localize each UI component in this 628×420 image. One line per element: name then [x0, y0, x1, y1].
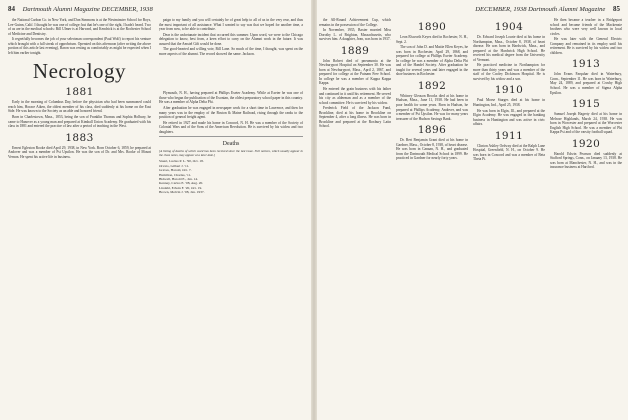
obituary-paragraph: He retired in 1927 and made his home in Concord, N. H. He was a member of the Society of Colonial Wars and of the Sons of the American Revolution. He is survived by his widow and two daughters. — [159, 120, 303, 134]
obituary-paragraph: Leon Elsworth Keyes died in Rochester, N. H., Sept. 2. — [396, 35, 468, 44]
class-year-heading: 1915 — [571, 98, 601, 111]
left-running-title: Dartmouth Alumni Magazine DECEMBER, 1938 — [22, 6, 153, 13]
death-entry: Graves, Harold, Oct. 7. — [159, 168, 192, 173]
left-page-number: 84 — [8, 5, 15, 13]
obituary-paragraph: Plymouth, N. H., having prepared at Phillips Exeter Academy. While at Exeter he was one of those who began the publication of the Exonian, the oldest preparatory school paper in this country. He was a member of Alpha Delta Phi. — [159, 91, 303, 105]
death-entry: Brown, Melvin J. '08, Jan. 1937. — [159, 190, 205, 195]
obituary-paragraph: Early in the morning of Columbus Day, before the physician who had been summoned could reach him, Horace Aiken, the oldest member of his class, died suddenly at his home on the East Side. He was known to the Society as an able and honored friend. — [8, 100, 151, 114]
obituary-paragraph: He then became a teacher in a Bridgeport school and became friends of the Mackenzie brothers who were very well known in local circles. — [550, 18, 622, 36]
death-entry: Kenney, Carlos E. '08, Aug. 20. — [159, 181, 204, 186]
obituary-paragraph: He practiced medicine in Northampton for more than thirty years and was a member of the staff of the Cooley Dickinson Hospital. He is survived by his widow and a son. — [473, 63, 545, 81]
obituary-paragraph: John Robert died of pneumonia at the Newburyport Hospital on September 30. He was born at Newburyport, Mass., April 2, 1867, and prepared for college at the Putnam Free School. In college he was a member of Kappa Kappa Kappa. — [319, 58, 391, 86]
obituary-paragraph: Clinton Ashley Ordway died at the Ralph Lane Hospital, Greenfield, N. H., on October 9. He was born in Concord and was a member of Beta Theta Pi. — [473, 143, 545, 162]
class-year-heading: 1890 — [417, 21, 447, 33]
obituary-paragraph: Dear is the unfortunate incident that occurred this summer. Upon word, we were to the Chicago delegation to know, best from, a keen effort to carry on the Alumni work in the future. It was assured that the Amstel Gift would be done. — [159, 32, 303, 46]
obituary-paragraph: He was later with the General Electric Company and remained in its employ until his retirement. He is survived by his widow and two children. — [550, 37, 622, 55]
obituary-paragraph: After graduation he was engaged in newspaper work for a short time in Lawrence, and then for many years was in the employ of the Boston & Maine Railroad, rising through the ranks to the position of general freight agent. — [159, 106, 303, 120]
column-right-4 — [550, 18, 622, 416]
death-entry: Hamilton, Charles, '11. — [159, 172, 192, 177]
obituary-paragraph: Harold Edwin Pearson died suddenly at Stafford Springs, Conn., on January 13, 1938. He was born at Manchester, N. H., and was in the insurance business at Hartford. — [550, 151, 622, 170]
right-running-head — [325, 5, 620, 15]
deaths-box — [159, 140, 303, 194]
obituary-paragraph: Whitney Gleason Brooks died at his home in Hudson, Mass., June 11, 1938. He had been in poor health for some years. Born in Hudson, he prepared at Phillips Academy, Andover, and was a member of Psi Upsilon. He was for many years treasurer of the Hudson Savings Bank. — [396, 93, 468, 121]
right-page-number: 85 — [613, 5, 620, 13]
class-year-heading: 1889 — [340, 44, 370, 57]
left-running-head — [8, 5, 303, 15]
obituary-paragraph: In November, 1935, Baxter married Miss Dorothy L. of Brighton, Massachusetts, who survives him. A daughter, Jean, was born in 1937. — [319, 28, 391, 42]
death-entry: Bidwell, Harold E., Jan. 14. — [159, 176, 198, 181]
class-year-heading: 1920 — [571, 137, 601, 150]
column-right-3 — [473, 18, 545, 416]
deaths-title: Deaths — [222, 141, 240, 148]
right-running-title: DECEMBER, 1938 Dartmouth Alumni Magazine — [475, 6, 606, 13]
class-year-heading: 1910 — [494, 84, 524, 97]
class-year-heading: 1881 — [65, 86, 94, 99]
obituary-paragraph: Samuel Joseph Hagerty died at his home in Melrose Highlands, March 24, 1938. He was born in Worcester and prepared at the Worcester English High School. He was a member of Phi Kappa Psi and of the varsity football squad. — [550, 112, 622, 135]
obituary-paragraph: Dr. Edward Joseph Lourie died at his home in Northampton, Mass., October 8, 1938, of heart disease. He was born in Hardwick, Mass., and prepared at the Hardwick High School. He received his medical degree from the University of Vermont. — [473, 35, 545, 62]
obituary-paragraph: It regretfully becomes the job of your selectman correspondent (Paul Wolf) to report his venture which brought with a full streak of opprobrium. Operated on this afternoon (after writing the above portion of this article last evening), Baron was resting as comfortably as might be expected when I left him earlier tonight. — [8, 37, 151, 55]
column-right-2 — [396, 18, 468, 416]
column-left-1 — [8, 18, 151, 416]
class-year-heading: 1911 — [494, 129, 524, 142]
death-entry: Lindahl, Edwin F. '20, Oct. 19. — [159, 185, 203, 190]
obituary-paragraph: The son of John D. and Mattie Ellen Keyes, he was born in Rochester, April 29, 1868, and prepared for college at Phillips Exeter Academy. In college he was a member of Alpha Delta Phi and of the Handel Society. After graduation he taught for several years and later engaged in the shoe business in Rochester. — [396, 45, 468, 77]
deaths-list — [159, 159, 303, 194]
deaths-note: [A listing of deaths of which word has been received since the last issue. Full notices, which usually appear in the class notes, may appear at a later date.] — [159, 149, 303, 158]
left-page — [0, 0, 311, 420]
obituary-paragraph: Paul Morse Sturges died at his home in Huntington, Ind., April 25, 1938. — [473, 98, 545, 108]
class-year-heading: 1883 — [65, 131, 94, 144]
necrology-heading: Necrology — [32, 59, 127, 84]
class-year-heading: 1913 — [571, 58, 601, 71]
obituary-paragraph: Born in Charlestown, Mass., 1853, being the son of Franklin Thomas and Sophia Holbury, he came to Hanover as a young man and prepared at Kimball Union Academy. He graduated with his class in 1881 and entered the practice of law after a period of teaching in the West. — [8, 115, 151, 129]
obituary-paragraph: Dr. Bert Benjamin Grant died at his home in Gardner, Mass., October 8, 1938, of heart disease. He was born in Canaan, N. H., and graduated from the Dartmouth Medical School in 1899. He practiced in Gardner for nearly forty years. — [396, 138, 468, 161]
obituary-paragraph: the National Carbon Co. in New York, and Don Simmons is at the Westminster School for Boys, Lee-Guinn, Calif. I thought he was one of college; but that he's one of the right, I hadn't heard. Two of us are in the medical schools: Bill Ulmer is at Harvard, and Kendrick is at the Rochester School of Medicine and Dentistry. — [8, 18, 151, 36]
obituary-paragraph: John Evans Farquhar died in Waterbury, Conn., September 11. He was born in Waterbury, May 24, 1889, and prepared at Crosby High School. He was a member of Sigma Alpha Epsilon. — [550, 72, 622, 95]
column-left-2 — [159, 18, 303, 416]
obituary-paragraph: He was born in Elgin, Ill., and prepared at the Elgin Academy. He was engaged in the banking business in Huntington and was active in civic affairs. — [473, 108, 545, 127]
obituary-paragraph: paign to my family and you will certainly be of great help to all of us in the very rear, and thus the most important of all assistance. What I wanted to say was that we hoped for another time, a year from now, to be able to contribute. — [159, 18, 303, 32]
class-year-heading: 1892 — [417, 79, 447, 92]
obituary-paragraph: He entered the grain business with his father and continued in it until his retirement. He served his city as alderman and as a member of the school committee. He is survived by his widow. — [319, 87, 391, 105]
obituary-paragraph: The good-hearted and willing vote, Bill Lane. So much of the time, I thought, was spent on the more aspects of the alumni. The record showed the same. Jackson. — [159, 47, 303, 56]
death-entry: Orvato, Gilbert J. '11. — [159, 163, 190, 168]
column-right-1 — [319, 18, 391, 416]
class-year-heading: 1904 — [494, 21, 524, 33]
obituary-paragraph: Frederick Field of the Jackson Fund, Brookline, died at his home in Brookline on September 4, after a long illness. He was born in Brookline and prepared at the Roxbury Latin School. — [319, 106, 391, 129]
death-entry: Stuart, Lucius P. L. '90, Oct. 18. — [159, 159, 204, 164]
obituary-paragraph: the All-Round Achievement Cup, which remains in the possession of the College. — [319, 18, 391, 27]
right-page — [317, 0, 628, 420]
obituary-paragraph: Ernest Egleston Rooke died April 29, 1938, in New York. Born October 6, 1859, he prepared at Andover and was a member of Psi Upsilon. He was the son of Dr. and Mrs. Rooke of Mount Vernon. He spent his active life in business. — [8, 145, 151, 159]
class-year-heading: 1896 — [417, 124, 447, 137]
